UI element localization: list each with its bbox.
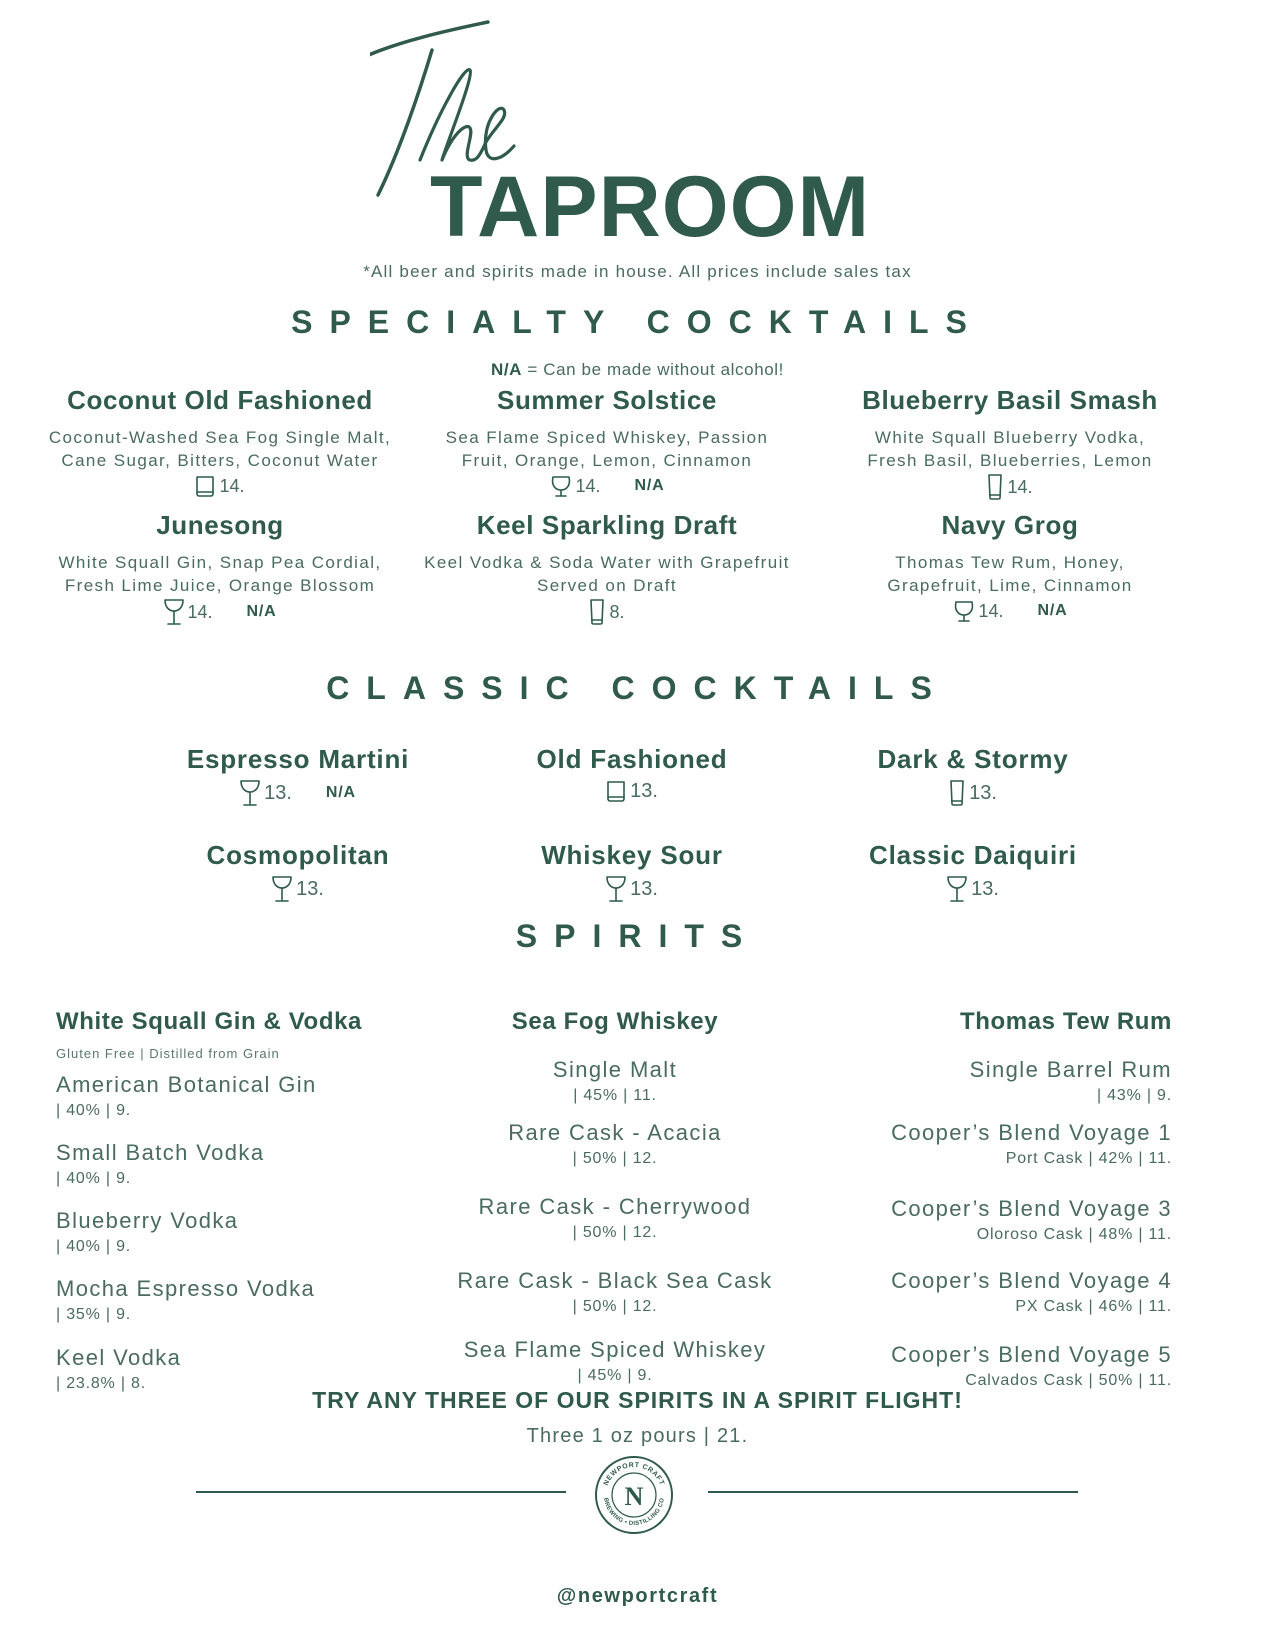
spirit-name: Sea Flame Spiced Whiskey — [463, 1337, 767, 1362]
ingredients-line-2: Fresh Lime Juice, Orange Blossom — [64, 576, 376, 595]
cocktail-price-row — [397, 598, 817, 626]
cocktail-name: Old Fashioned — [536, 744, 728, 774]
spirit-detail: Oloroso Cask | 48% | 11. — [976, 1226, 1172, 1243]
logo-letter: N — [624, 1482, 644, 1511]
cocktail-price: 13. — [296, 877, 324, 900]
ingredients-line-1: Keel Vodka & Soda Water with Grapefruit — [424, 553, 790, 572]
ingredients-line-2: Served on Draft — [536, 576, 678, 595]
cocktail-price: 13. — [630, 779, 658, 802]
martini-glass-icon — [606, 875, 626, 903]
spirit-name: Rare Cask - Black Sea Cask — [457, 1268, 773, 1293]
spirit-detail: | 40% | 9. — [56, 1170, 132, 1187]
spirit-name: Blueberry Vodka — [56, 1208, 239, 1233]
classic-classic-daiquiri — [793, 840, 1153, 903]
spirit-detail: | 40% | 9. — [56, 1102, 132, 1119]
na-legend — [0, 360, 1275, 380]
spirit-name: Cooper’s Blend Voyage 1 — [891, 1120, 1172, 1145]
whiskey-heading: Sea Fog Whiskey — [511, 1008, 719, 1035]
martini-glass-icon — [947, 875, 967, 903]
spirit-name: Mocha Espresso Vodka — [56, 1276, 316, 1301]
cocktail-price: 14. — [1007, 477, 1033, 497]
cocktail-price: 14. — [187, 602, 213, 622]
spirit-name: Rare Cask - Cherrywood — [478, 1194, 752, 1219]
cocktail-name: Navy Grog — [941, 510, 1079, 540]
divider-right — [708, 1491, 1078, 1493]
cocktail-price: 14. — [219, 475, 245, 496]
gin-vodka-subtitle: Gluten Free | Distilled from Grain — [56, 1046, 280, 1061]
newport-craft-logo — [594, 1455, 674, 1535]
collins-glass-icon — [987, 473, 1003, 501]
cocktail-ingredients — [800, 426, 1220, 472]
classic-espresso-martini — [118, 744, 478, 807]
divider-left — [196, 1491, 566, 1493]
na-abbrev: N/A — [490, 360, 523, 379]
spirit-name: Single Malt — [552, 1057, 678, 1082]
snifter-glass-icon — [953, 598, 975, 623]
cocktail-price-row — [793, 779, 1153, 807]
spirit-detail: | 50% | 12. — [572, 1150, 658, 1167]
cocktail-price-row — [452, 875, 812, 903]
page-title: TAPROOM — [430, 159, 871, 255]
specialty-coconut-old-fashioned — [10, 385, 430, 498]
cocktail-name: Summer Solstice — [497, 385, 717, 415]
spirit-detail: | 50% | 12. — [572, 1298, 658, 1315]
spirit-name: Single Barrel Rum — [969, 1057, 1172, 1082]
spirit-name: Cooper’s Blend Voyage 4 — [891, 1268, 1172, 1293]
snifter-glass-icon — [550, 473, 572, 498]
cocktail-price: 8. — [609, 602, 625, 622]
spirit-name: American Botanical Gin — [56, 1072, 317, 1097]
ingredients-line-2: Grapefruit, Lime, Cinnamon — [887, 576, 1133, 595]
cocktail-name: Espresso Martini — [186, 744, 410, 774]
spirit-name: Keel Vodka — [56, 1345, 182, 1370]
cocktail-price-row — [397, 473, 817, 498]
cocktail-price: 14. — [575, 475, 601, 496]
cocktail-price-row — [118, 779, 478, 807]
cocktail-name: Whiskey Sour — [541, 840, 723, 870]
na-legend-text: = Can be made without alcohol! — [522, 360, 785, 379]
cocktail-price-row — [10, 473, 430, 498]
na-badge: N/A — [634, 476, 665, 494]
cocktail-name: Junesong — [156, 510, 284, 540]
spirit-detail: Calvados Cask | 50% | 11. — [965, 1372, 1172, 1389]
classic-cocktails-heading: CLASSIC COCKTAILS — [326, 670, 949, 706]
spirit-detail: | 45% | 11. — [573, 1087, 657, 1104]
cocktail-ingredients — [10, 551, 430, 597]
cocktail-name: Keel Sparkling Draft — [476, 510, 738, 540]
rocks-glass-icon — [606, 779, 626, 803]
ingredients-line-2: Fruit, Orange, Lemon, Cinnamon — [461, 451, 753, 470]
cocktail-name: Classic Daiquiri — [869, 840, 1077, 870]
cocktail-ingredients — [397, 426, 817, 472]
cocktail-name: Blueberry Basil Smash — [862, 385, 1158, 415]
spirit-detail: | 50% | 12. — [572, 1224, 658, 1241]
cocktail-price: 13. — [630, 877, 658, 900]
classic-whiskey-sour — [452, 840, 812, 903]
cocktail-price-row — [800, 598, 1220, 623]
cocktail-name: Cosmopolitan — [206, 840, 390, 870]
spirit-name: Cooper’s Blend Voyage 5 — [891, 1342, 1172, 1367]
cocktail-price: 13. — [264, 781, 292, 804]
cocktail-price: 13. — [971, 877, 999, 900]
cocktail-price: 13. — [969, 781, 997, 804]
cocktail-price-row — [118, 875, 478, 903]
ingredients-line-1: White Squall Gin, Snap Pea Cordial, — [58, 553, 382, 572]
ingredients-line-1: Sea Flame Spiced Whiskey, Passion — [445, 428, 769, 447]
na-badge: N/A — [325, 784, 356, 801]
ingredients-line-2: Fresh Basil, Blueberries, Lemon — [867, 451, 1153, 470]
rocks-glass-icon — [195, 473, 215, 498]
specialty-summer-solstice — [397, 385, 817, 498]
ingredients-line-1: White Squall Blueberry Vodka, — [874, 428, 1146, 447]
spirit-detail: PX Cask | 46% | 11. — [1015, 1298, 1172, 1315]
spirit-name: Cooper’s Blend Voyage 3 — [891, 1196, 1172, 1221]
gin-vodka-heading: White Squall Gin & Vodka — [56, 1008, 362, 1035]
collins-glass-icon — [949, 779, 965, 807]
cocktail-price: 14. — [978, 600, 1004, 621]
spirit-name: Small Batch Vodka — [56, 1140, 265, 1165]
specialty-navy-grog — [800, 510, 1220, 623]
tagline: *All beer and spirits made in house. All prices include sales tax — [363, 262, 912, 281]
cocktail-ingredients — [10, 426, 430, 472]
cocktail-price-row — [10, 598, 430, 626]
spirits-heading: SPIRITS — [515, 918, 760, 954]
cocktail-name: Coconut Old Fashioned — [67, 385, 373, 415]
cocktail-price-row — [793, 875, 1153, 903]
cocktail-ingredients — [397, 551, 817, 597]
na-badge: N/A — [246, 603, 277, 620]
specialty-cocktails-heading: SPECIALTY COCKTAILS — [291, 304, 984, 340]
ingredients-line-2: Cane Sugar, Bitters, Coconut Water — [61, 451, 379, 470]
martini-glass-icon — [240, 779, 260, 807]
logo-ring-bottom: BREWING • DISTILLING CO — [602, 1497, 666, 1528]
spirit-detail: | 23.8% | 8. — [56, 1375, 146, 1392]
specialty-junesong — [10, 510, 430, 626]
ingredients-line-1: Coconut-Washed Sea Fog Single Malt, — [48, 428, 392, 447]
spirit-detail: | 40% | 9. — [56, 1238, 132, 1255]
logo-ring-top: NEWPORT CRAFT — [602, 1461, 666, 1487]
ingredients-line-1: Thomas Tew Rum, Honey, — [895, 553, 1125, 572]
spirit-detail: | 35% | 9. — [56, 1306, 132, 1323]
martini-glass-icon — [164, 598, 184, 626]
cocktail-price-row — [452, 779, 812, 803]
spirit-detail: | 43% | 9. — [1096, 1087, 1172, 1104]
cocktail-ingredients — [800, 551, 1220, 597]
rum-heading: Thomas Tew Rum — [960, 1008, 1172, 1035]
classic-old-fashioned — [452, 744, 812, 803]
cocktail-name: Dark & Stormy — [877, 744, 1069, 774]
classic-cosmopolitan — [118, 840, 478, 903]
classic-dark-and-stormy — [793, 744, 1153, 807]
collins-glass-icon — [589, 598, 605, 626]
martini-glass-icon — [272, 875, 292, 903]
spirit-detail: Port Cask | 42% | 11. — [1005, 1150, 1172, 1167]
social-handle: @newportcraft — [556, 1585, 719, 1607]
spirit-flight-price: Three 1 oz pours | 21. — [526, 1425, 749, 1447]
cocktail-price-row — [800, 473, 1220, 501]
spirit-flight-title: TRY ANY THREE OF OUR SPIRITS IN A SPIRIT FLIGHT! — [312, 1387, 963, 1413]
na-badge: N/A — [1037, 601, 1068, 619]
specialty-blueberry-basil-smash — [800, 385, 1220, 501]
spirit-detail: | 45% | 9. — [577, 1367, 653, 1384]
specialty-keel-sparkling-draft — [397, 510, 817, 626]
spirit-name: Rare Cask - Acacia — [508, 1120, 722, 1145]
